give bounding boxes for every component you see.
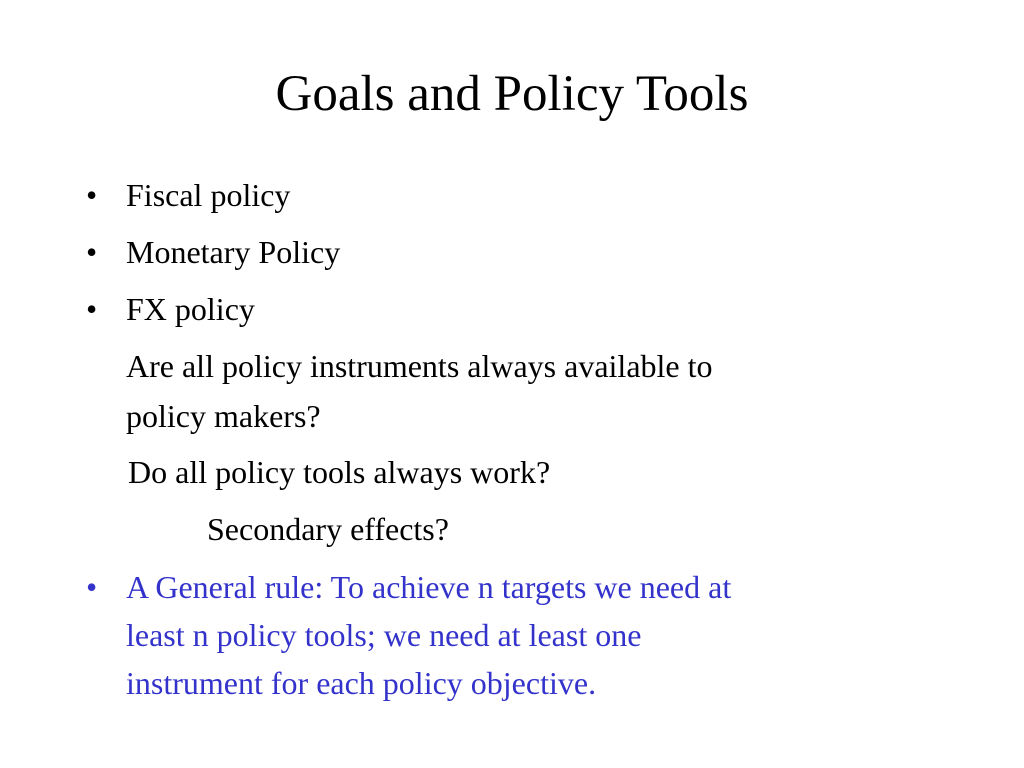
bullet-item-monetary-policy: Monetary Policy <box>126 234 341 270</box>
bullet-icon: • <box>86 177 98 213</box>
question-secondary-effects: Secondary effects? <box>207 511 449 547</box>
bullet-item-fiscal-policy: Fiscal policy <box>126 177 291 213</box>
question-tools-work: Do all policy tools always work? <box>128 454 551 490</box>
general-rule-line-1: A General rule: To achieve n targets we need at <box>126 569 732 605</box>
bullet-item-fx-policy: FX policy <box>126 291 255 327</box>
general-rule-line-3: instrument for each policy objective. <box>126 665 597 701</box>
bullet-icon: • <box>86 234 98 270</box>
question-availability-line-1: Are all policy instruments always available to <box>126 348 713 384</box>
bullet-icon: • <box>86 291 98 327</box>
question-availability-line-2: policy makers? <box>126 398 321 434</box>
slide-title: Goals and Policy Tools <box>275 66 749 122</box>
bullet-icon: • <box>86 569 98 605</box>
general-rule-line-2: least n policy tools; we need at least one <box>126 617 642 653</box>
